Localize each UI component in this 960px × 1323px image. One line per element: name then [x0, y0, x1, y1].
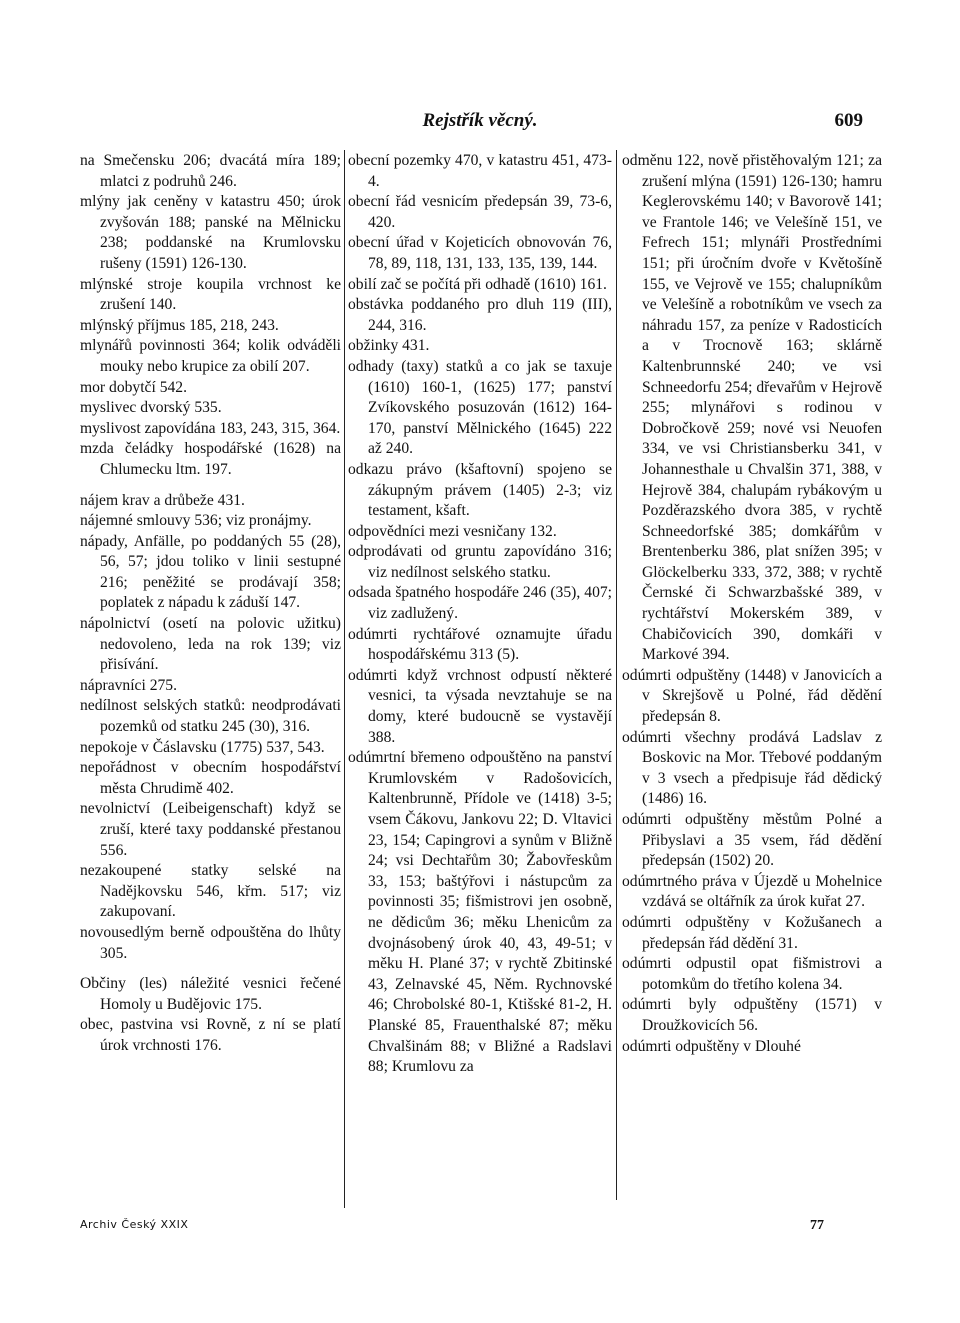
index-entry: obstávka poddaného pro dluh 119 (III), 244, 316.: [348, 296, 612, 334]
index-entry: obecní řád vesnicím předepsán 39, 73-6, 420.: [348, 193, 612, 231]
index-entry: myslivec dvorský 535.: [80, 399, 222, 417]
index-entry: odúmrti odpuštěny v Dlouhé: [622, 1037, 801, 1055]
index-entry: obec, pastvina vsi Rovně, z ní se platí úrok vrchnosti 176.: [80, 1016, 341, 1054]
index-entry: odprodávati od gruntu zapovídáno 316; viz nedílnost selského statku.: [348, 543, 612, 581]
index-entry: odúmrti odpustil opat fišmistrovi a potomkům do třetího kolena 34.: [622, 955, 882, 993]
index-entry: odúmrti byly odpuštěny (1571) v Droužkovicích 56.: [622, 996, 882, 1034]
index-entry: nepokoje v Čáslavsku (1775) 537, 543.: [80, 738, 325, 756]
index-entry: novousedlým berně odpouštěna do lhůty 305.: [80, 923, 341, 962]
index-entry: mlýnský příjmus 185, 218, 243.: [80, 316, 279, 334]
index-entry: odúmrti když vrchnost odpustí některé vesnici, ta výsada nevztahuje se na domy, které budoucně se vystavějí 388.: [348, 666, 612, 746]
index-entry: nápady, Anfälle, po poddaných 55 (28), 56, 57; jdou toliko v linii sestupné 216; peněžité se prodávají 358; poplatek z nápadu k záduší 147.: [80, 532, 341, 612]
index-entry: odúmrti odpuštěny městům Polné a Přibyslavi a 35 vsem, řád dědění předepsán (1502) 20.: [622, 811, 882, 870]
index-entry: odúmrtného práva v Újezdě u Mohelnice vzdává se oltářník za úrok kuřat 27.: [622, 872, 882, 911]
index-entry: nepořádnost v obecním hospodářství města Chrudimě 402.: [80, 759, 341, 797]
running-title: Rejstřík věcný.: [422, 110, 538, 131]
index-entry: odúmrtní břemeno odpouštěno na panství Krumlovském v Radošovicích, Kaltenbrunně, Přídole ve (1418) 3-5; vsem Čákovu, Jankovu 22; D. Vltavici 23, 154; Capingrovi a synům v Bližně 24; vsi Dechtařům 30; Žabovřeskům 33, 153; baštýřovi i nástupcům za povinnosti 35; fišmistrovi jen osobně, ne dědicům 36; měku Lhenicům za dvojnásobený úrok 40, 43, 49-51; v měku H. Plané 37; v rychtě Zbitinské 43, Zelnavské 45, Něm. Rychnovské 46; Chrobolské 80-1, Ktišské 81-2, H. Planské 85, Frauenthalské 87; měku Chvalšinám 88; v Bližné a Radslavi 88; Krumlovu za: [348, 749, 612, 1076]
index-entry: nájem krav a drůbeže 431.: [80, 491, 245, 509]
index-entry: nájemné smlouvy 536; viz pronájmy.: [80, 512, 312, 530]
index-entry: odpovědníci mezi vesničany 132.: [348, 522, 557, 540]
index-entry: na Smečensku 206; dvacátá míra 189; mlatci z podruhů 246.: [80, 152, 341, 190]
index-entry: odměnu 122, nově přistěhovalým 121; za zrušení mlýna (1591) 126-130; hamru Keglerovskému 140; v Bavorově 141; ve Frantole 146; ve Velešíně 151, ve Fefrech 151; mlynáři Prostředními 151; při úročním dvoře v Květošíně 155, ve Vejrově ve 155; chalupníkům ve Velešíně a robotníkům ve vsech za náhradu 157, za peníze v Radosticích a v Trocnově 163; sklárně Kaltenbrunnské 240; ve vsi Schneedorfu 254; dřevařům v Hejrově 255; mlynářovi s rodinou v Dobročkově 259; nové vsi Neuofen 334, ve vsi Christiansberku 341, v Johannesthale u Chvalšin 371, 388, v Hejrově 384, chalupám rybákovým u Pozděrazského dvora 385, v rychtě Schneedorfské 385; domkářům v Brentenberku 386, plat snížen 395; v Glöckelberku 333, 372, 388; v rychtě Černské či Schwarzbašské 389, v rychtářství Mokerském 389, v Chabičovicích 390, domkáři v Markové 394.: [622, 152, 882, 664]
index-column-1: [80, 151, 341, 1057]
index-entry: Občiny (les) náležité vesnici řečené Homoly u Budějovic 175.: [80, 975, 341, 1013]
column-divider: [344, 150, 345, 1208]
index-entry: odúmrti rychtářové oznamujte úřadu hospodářskému 313 (5).: [348, 625, 612, 664]
index-entry: obilí zač se počítá při odhadě (1610) 161.: [348, 275, 607, 293]
index-entry: mlynářů povinnosti 364; kolik odváděli mouky nebo krupice za obilí 207.: [80, 337, 341, 375]
index-entry: odúmrti odpuštěny v Kožušanech a předepsán řád dědění 31.: [622, 913, 882, 952]
index-entry: obecní úřad v Kojeticích obnovován 76, 78, 89, 118, 131, 133, 135, 139, 144.: [348, 234, 612, 272]
index-entry: odhady (taxy) statků a co jak se taxuje (1610) 160-1, (1625) 177; panství Zvíkovského posuzován (1612) 164-170, panství Mělnického (1645) 222 až 240.: [348, 357, 612, 458]
index-entry: nápolnictví (osetí na polovic užitku) nedovoleno, leda na rok 139; viz přisívání.: [80, 615, 341, 674]
index-column-3: [622, 151, 882, 1057]
column-divider: [616, 150, 617, 1200]
index-entry: mor dobytčí 542.: [80, 378, 187, 396]
sheet-number: 77: [810, 1218, 824, 1233]
index-entry: odsada špatného hospodáře 246 (35), 407; viz zadlužený.: [348, 584, 612, 623]
index-entry: odúmrti odpuštěny (1448) v Janovicích a v Skrejšově u Polné, řád dědění předepsán 8.: [622, 666, 882, 726]
index-column-2: [348, 151, 612, 1078]
index-entry: obecní pozemky 470, v katastru 451, 473-4.: [348, 152, 612, 190]
index-entry: nápravníci 275.: [80, 676, 177, 694]
page-number: 609: [834, 110, 863, 131]
index-entry: obžinky 431.: [348, 337, 430, 355]
index-entry: nevolnictví (Leibeigenschaft) když se zruší, které taxy poddanské přestanou 556.: [80, 800, 341, 859]
sheet-signature: Archiv Český XXIX: [80, 1218, 189, 1231]
index-entry: mlýny jak ceněny v katastru 450; úrok zvyšován 188; panské na Mělnicku 238; poddanské na Krumlovsku rušeny (1591) 126-130.: [80, 193, 341, 272]
index-entry: nezakoupené statky selské na Nadějkovsku 546, křm. 517; viz zakupovaní.: [80, 862, 341, 921]
index-entry: mzda čeládky hospodářské (1628) na Chlumecku ltm. 197.: [80, 440, 341, 478]
index-entry: odúmrti všechny prodává Ladslav z Boskovic na Mor. Třebové poddaným v 3 vsech a předpisuje řád dědický (1486) 16.: [622, 728, 882, 808]
index-entry: myslivost zapovídána 183, 243, 315, 364.: [80, 419, 341, 437]
index-entry: mlýnské stroje koupila vrchnost ke zrušení 140.: [80, 275, 341, 314]
index-entry: nedílnost selských statků: neodprodávati pozemků od statku 245 (30), 316.: [80, 697, 341, 736]
index-entry: odkazu právo (kšaftovní) spojeno se zákupným právem (1405) 2-3; viz testament, kšaft.: [348, 460, 612, 520]
